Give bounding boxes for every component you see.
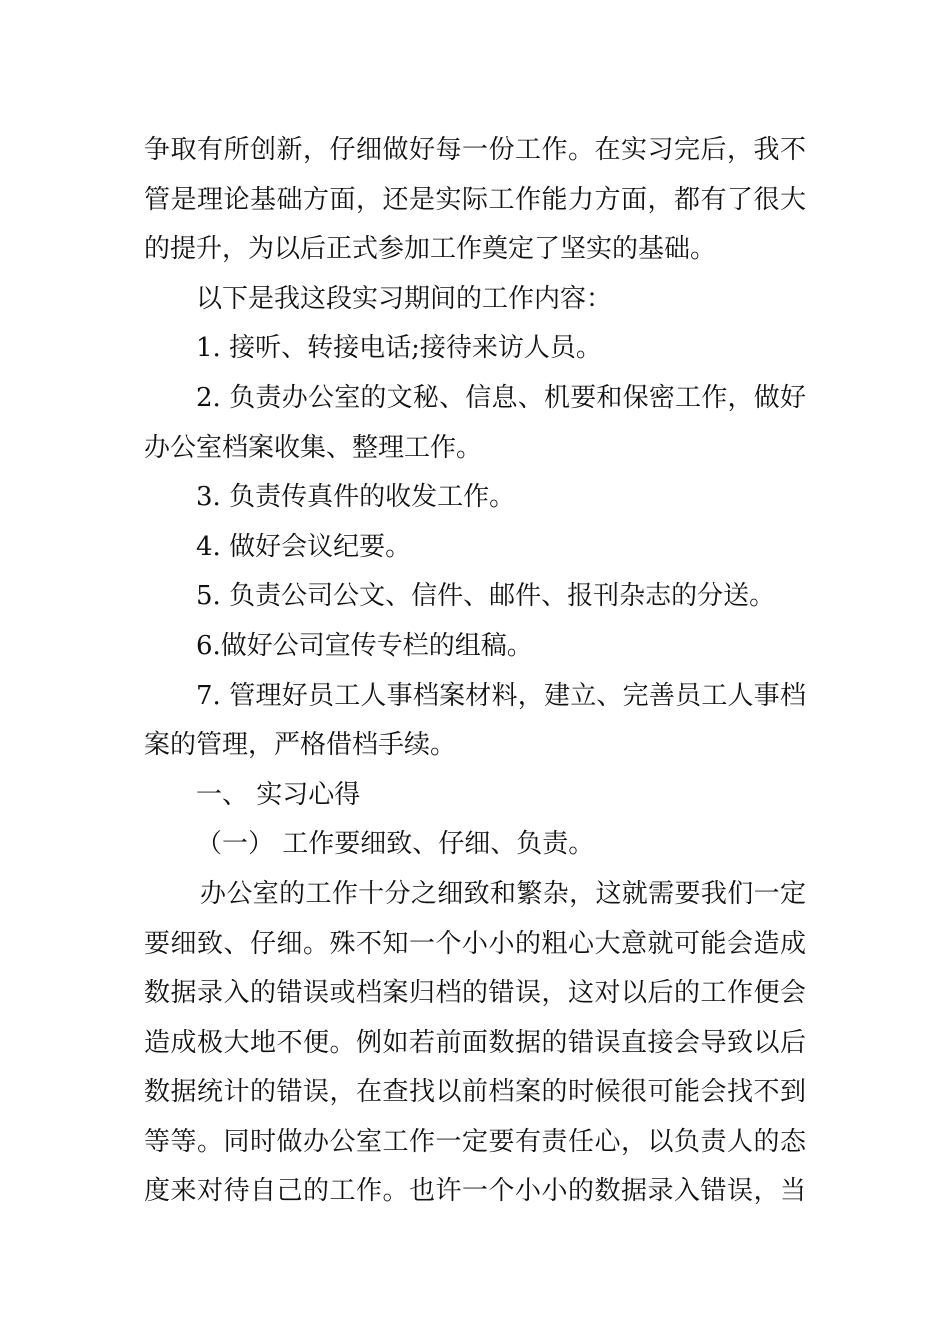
- list-item: 6.做好公司宣传专栏的组稿。: [196, 630, 533, 661]
- document-page: [144, 126, 806, 1217]
- text-line: 度来对待自己的工作。也许一个小小的数据录入错误，当: [144, 1176, 806, 1207]
- list-item: 7. 管理好员工人事档案材料，建立、完善员工人事档: [196, 680, 806, 711]
- text-line: 的提升，为以后正式参加工作奠定了坚实的基础。: [144, 234, 717, 265]
- list-item: 4. 做好会议纪要。: [196, 531, 412, 562]
- list-item: 2. 负责办公室的文秘、信息、机要和保密工作，做好: [196, 382, 806, 413]
- text-line: 办公室的工作十分之细致和繁杂，这就需要我们一定: [200, 878, 806, 909]
- section-heading: 一、 实习心得: [196, 779, 361, 810]
- list-item-continuation: 案的管理，严格借档手续。: [144, 730, 457, 761]
- text-line: 造成极大地不便。例如若前面数据的错误直接会导致以后: [144, 1027, 806, 1058]
- text-line: 管是理论基础方面，还是实际工作能力方面，都有了很大: [144, 184, 806, 215]
- list-item: 5. 负责公司公文、信件、邮件、报刊杂志的分送。: [196, 581, 776, 612]
- list-item: 1. 接听、转接电话;接待来访人员。: [196, 333, 602, 364]
- list-item-continuation: 办公室档案收集、整理工作。: [144, 432, 483, 463]
- text-line: 数据录入的错误或档案归档的错误，这对以后的工作便会: [144, 978, 806, 1009]
- text-line: 争取有所创新，仔细做好每一份工作。在实习完后，我不: [144, 135, 806, 165]
- text-line: 等等。同时做办公室工作一定要有责任心，以负责人的态: [144, 1126, 806, 1157]
- list-item: 3. 负责传真件的收发工作。: [196, 482, 516, 513]
- text-line: 要细致、仔细。殊不知一个小小的粗心大意就可能会造成: [144, 928, 806, 959]
- text-line: 数据统计的错误，在查找以前档案的时候很可能会找不到: [144, 1077, 806, 1108]
- subsection-heading: （一） 工作要细致、仔细、负责。: [196, 829, 595, 860]
- text-line: 以下是我这段实习期间的工作内容：: [196, 283, 613, 314]
